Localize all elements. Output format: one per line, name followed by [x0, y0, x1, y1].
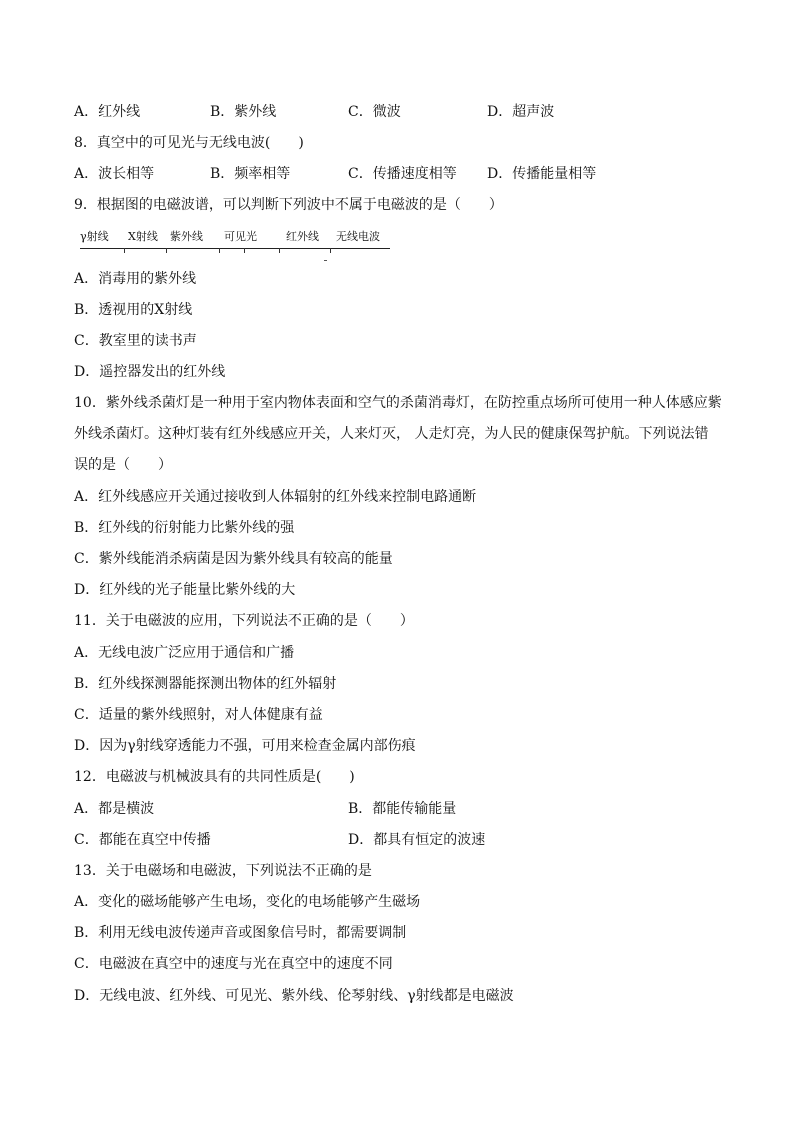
q9-option-c[interactable]: C．教室里的读书声: [74, 333, 197, 349]
q8-stem: 8．真空中的可见光与无线电波( ): [74, 135, 304, 151]
q12-option-b[interactable]: B．都能传输能量: [348, 801, 457, 817]
spectrum-label-visible: 可见光: [224, 230, 257, 243]
spectrum-axis: [80, 248, 390, 249]
em-spectrum-figure: [74, 230, 392, 270]
q11-option-a[interactable]: A．无线电波广泛应用于通信和广播: [74, 645, 295, 661]
q13-stem: 13．关于电磁场和电磁波，下列说法不正确的是: [74, 863, 372, 879]
q9-option-a[interactable]: A．消毒用的紫外线: [74, 271, 197, 287]
spectrum-tick: [124, 248, 125, 253]
spectrum-label-xray: X射线: [128, 230, 158, 243]
q13-option-c[interactable]: C．电磁波在真空中的速度与光在真空中的速度不同: [74, 956, 393, 972]
q12-option-c[interactable]: C．都能在真空中传播: [74, 832, 211, 848]
spectrum-label-uv: 紫外线: [170, 230, 203, 243]
q10-option-d[interactable]: D．红外线的光子能量比紫外线的大: [74, 582, 296, 598]
spectrum-tick: [219, 248, 220, 253]
spectrum-label-radio: 无线电波: [336, 230, 380, 243]
q11-option-c[interactable]: C．适量的紫外线照射，对人体健康有益: [74, 707, 323, 723]
q12-option-a[interactable]: A．都是横波: [74, 801, 155, 817]
spectrum-label-infrared: 红外线: [286, 230, 319, 243]
q8-option-b[interactable]: B．频率相等: [210, 166, 291, 182]
q9-option-b[interactable]: B．透视用的X射线: [74, 302, 193, 318]
q7-option-b[interactable]: B．紫外线: [210, 104, 277, 120]
q8-option-a[interactable]: A．波长相等: [74, 166, 155, 182]
q10-stem-line-2: 外线杀菌灯。这种灯装有红外线感应开关，人来灯灭， 人走灯亮，为人民的健康保驾护航。下列说法错: [74, 426, 709, 442]
q10-stem-line-1: 10．紫外线杀菌灯是一种用于室内物体表面和空气的杀菌消毒灯，在防控重点场所可使用一种人体感应紫: [74, 395, 722, 411]
spectrum-mark: [324, 260, 327, 261]
q9-option-d[interactable]: D．遥控器发出的红外线: [74, 364, 226, 380]
q11-stem: 11．关于电磁波的应用，下列说法不正确的是（ ）: [74, 613, 414, 629]
q11-option-d[interactable]: D．因为γ射线穿透能力不强，可用来检查金属内部伤痕: [74, 738, 416, 754]
q13-option-d[interactable]: D．无线电波、红外线、可见光、紫外线、伦琴射线、γ射线都是电磁波: [74, 988, 514, 1004]
q7-option-c[interactable]: C．微波: [348, 104, 401, 120]
spectrum-tick: [244, 248, 245, 253]
spectrum-tick: [330, 248, 331, 253]
q13-option-b[interactable]: B．利用无线电波传递声音或图象信号时，都需要调制: [74, 925, 407, 941]
q7-option-d[interactable]: D．超声波: [487, 104, 555, 120]
spectrum-label-gamma: γ射线: [80, 230, 109, 243]
q13-option-a[interactable]: A．变化的磁场能够产生电场，变化的电场能够产生磁场: [74, 894, 421, 910]
q12-option-d[interactable]: D．都具有恒定的波速: [348, 832, 486, 848]
q11-option-b[interactable]: B．红外线探测器能探测出物体的红外辐射: [74, 676, 337, 692]
q10-stem-line-3: 误的是（ ）: [74, 457, 172, 473]
spectrum-tick: [166, 248, 167, 253]
q7-option-a[interactable]: A．红外线: [74, 104, 141, 120]
q10-option-b[interactable]: B．红外线的衍射能力比紫外线的强: [74, 520, 295, 536]
q10-option-c[interactable]: C．紫外线能消杀病菌是因为紫外线具有较高的能量: [74, 551, 393, 567]
q8-option-d[interactable]: D．传播能量相等: [487, 166, 597, 182]
spectrum-tick: [279, 248, 280, 253]
q8-option-c[interactable]: C．传播速度相等: [348, 166, 457, 182]
q9-stem: 9．根据图的电磁波谱，可以判断下列波中不属于电磁波的是（ ）: [74, 197, 503, 213]
q10-option-a[interactable]: A．红外线感应开关通过接收到人体辐射的红外线来控制电路通断: [74, 489, 477, 505]
q12-stem: 12．电磁波与机械波具有的共同性质是( ): [74, 769, 355, 785]
